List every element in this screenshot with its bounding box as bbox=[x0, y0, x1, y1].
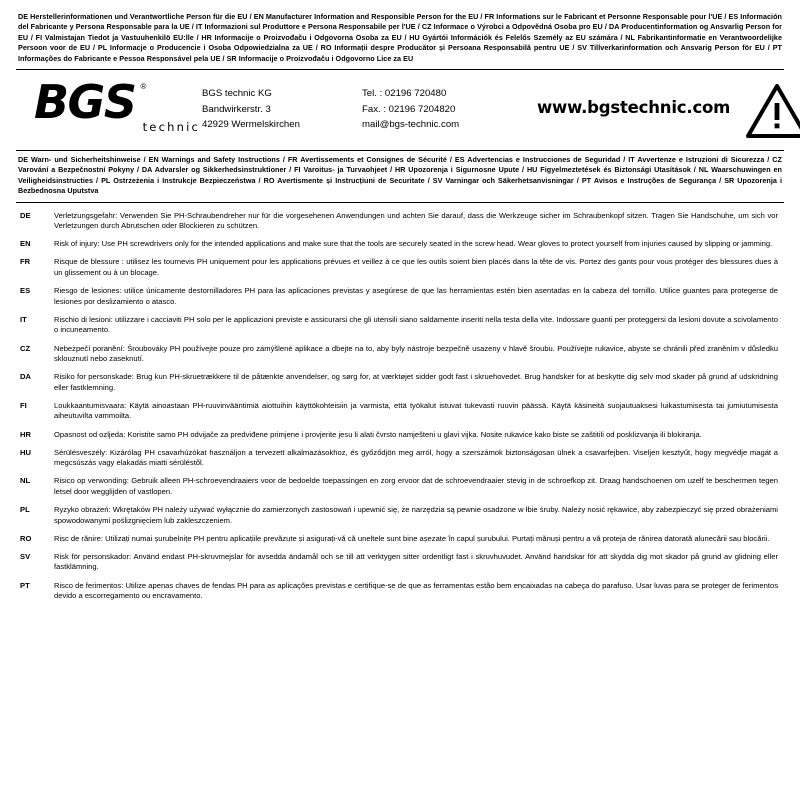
instruction-text: Riesgo de lesiones: utilice únicamente destornilladores PH para las aplicaciones previstas y asegúrese de que las herramientas estén bien asentadas en la cabeza del tornillo. Utilice guantes para protegerse de lesiones por deslizamiento o atasco. bbox=[54, 286, 778, 306]
website-block bbox=[537, 80, 730, 118]
instruction-text: Risico op verwonding: Gebruik alleen PH-schroevendraaiers voor de bedoelde toepassingen en zorg ervoor dat de schroevendraaier stevig in de schroefkop zit. Draag handschoenen om uzelf te beschermen tegen letsel door wegglijden of vastlopen. bbox=[54, 476, 778, 496]
contact-fax: Fax. : 02196 7204820 bbox=[362, 103, 456, 115]
language-code: HU bbox=[20, 447, 31, 457]
language-code: PL bbox=[20, 505, 30, 515]
language-code: EN bbox=[20, 239, 31, 249]
instruction-text: Verletzungsgefahr: Verwenden Sie PH-Schraubendreher nur für die vorgesehenen Anwendungen und achten Sie darauf, dass die Werkzeuge sicher im Schraubenkopf sitzen. Tragen Sie Handschuhe, um sich vor Verletzungen durch Abrutschen oder Blockieren zu schützen. bbox=[54, 210, 778, 231]
language-code: ES bbox=[20, 286, 31, 296]
manufacturer-info-languages: DE Herstellerinformationen und Verantwortliche Person für die EU / EN Manufacturer Information and Responsible Person for the EU / FR Informations sur le Fabricant et Personne Responsable pour l'UE / ES Información del Fabricante y Persona Responsable para la UE / IT Informazioni sul Produttore e Persona Responsabile per l'UE / CZ Informace o Výrobci a Odpovědná Osoba pro EU / DA Producentinformation og Ansvarlig Person for EU / FI Valmistajan Tiedot ja Vastuuhenkilö EU:lle / HR Informacije o Proizvođaču i Odgovorna Osoba za EU / HU Gyártói Információk és Felelős Személy az EU számára / NL Fabrikantinformatie en Verantwoordelijke Persoon voor de EU / PL Informacje o Producencie i Osoba Odpowiedzialna za UE / RO Informații despre Producător și Persoana Responsabilă pentru UE / SV Tillverkarinformation och Ansvarig Person för EU / PT Informações do Fabricante e Pessoa Responsável pela UE / SR Informacije o Proizvođaču i Odgovorno Lice za EU bbox=[18, 12, 782, 63]
instruction-text: Sérülésveszély: Kizárólag PH csavarhúzókat használjon a tervezett alkalmazásokhoz, és győződjön meg arról, hogy a szerszámok biztonságosan ülnek a csavarfejben. Viseljen kesztyűt, hogy megvédje magát a megcsúszás vagy elakadás miatti sérüléstől. bbox=[54, 447, 778, 468]
registered-trademark-icon: ® bbox=[140, 82, 147, 92]
instruction-text: Risk of injury: Use PH screwdrivers only for the intended applications and make sure that the tools are securely seated in the screw head. Wear gloves to protect yourself from injuries caused by slipping or jamming. bbox=[54, 239, 773, 249]
language-code: DE bbox=[20, 210, 31, 220]
warning-triangle-icon bbox=[746, 84, 800, 139]
language-code: NL bbox=[20, 476, 31, 486]
logo-block bbox=[20, 75, 202, 135]
logo bbox=[34, 75, 147, 130]
list-item bbox=[18, 239, 782, 250]
list-item bbox=[18, 430, 782, 441]
language-code: RO bbox=[20, 533, 32, 543]
logo-subtitle: technic bbox=[142, 120, 200, 135]
company-name: BGS technic KG bbox=[202, 88, 272, 100]
instruction-text: Nebezpečí poranění: Šroubováky PH používejte pouze pro zamýšlené aplikace a dbejte na to, aby byly nástroje bezpečně usazeny v hlavě šroubu. Používejte rukavice, abyste se chránili před zraněním v důsledku sklouznutí nebo zaseknutí. bbox=[54, 343, 778, 364]
language-code: FR bbox=[20, 257, 31, 267]
instruction-text: Ryzyko obrażeń: Wkrętaków PH należy używać wyłącznie do zamierzonych zastosowań i upewnić się, że narzędzia są pewnie osadzone w łbie śruby. Należy nosić rękawice, aby zabezpieczyć się przed obrażeniami spowodowanymi poślizgnięciem lub zakleszczeniem. bbox=[54, 505, 778, 525]
language-code: SV bbox=[20, 551, 31, 561]
list-item bbox=[18, 552, 782, 573]
language-code: HR bbox=[20, 429, 31, 439]
instruction-text: Risc de rănire: Utilizați numai șurubelnițe PH pentru aplicațiile prevăzute și asigurați-vă că uneltele sunt bine așezate în capul șurubului. Purtați mănuși pentru a vă proteja de rănirea datorată alunecării sau blocării. bbox=[54, 533, 770, 543]
language-code: DA bbox=[20, 372, 31, 382]
list-item bbox=[18, 315, 782, 336]
instruction-text: Rischio di lesioni: utilizzare i cacciaviti PH solo per le applicazioni previste e assicurarsi che gli utensili siano saldamente inseriti nella testa della vite. Indossare guanti per proteggersi da lesioni dovute a scivolamento o incuneamento. bbox=[54, 314, 778, 335]
list-item bbox=[18, 257, 782, 278]
contact-email[interactable]: mail@bgs-technic.com bbox=[362, 119, 460, 131]
list-item bbox=[18, 401, 782, 422]
list-item bbox=[18, 372, 782, 393]
instruction-text: Risiko for personskade: Brug kun PH-skruetrækkere til de påtænkte anvendelser, og sørg for, at værktøjet sidder godt fast i skruehovedet. Brug handsker for at beskytte dig selv mod skader på grund af udskridning eller fastklemning. bbox=[54, 372, 778, 392]
list-item bbox=[18, 534, 782, 545]
instruction-list bbox=[16, 203, 784, 602]
language-code: CZ bbox=[20, 343, 31, 353]
company-address bbox=[202, 80, 362, 133]
document-header bbox=[16, 70, 784, 150]
list-item bbox=[18, 286, 782, 307]
safety-instructions-heading: DE Warn- und Sicherheitshinweise / EN Warnings and Safety Instructions / FR Avertissements et Consignes de Sécurité / ES Advertencias e Instrucciones de Seguridad / IT Avvertenze e Istruzioni di Sicurezza / CZ Varování a Bezpečnostní Pokyny / DA Advarsler og Sikkerhedsinstruktioner / FI Varoitus- ja Turvaohjeet / HR Upozorenja i Sigurnosne Upute / HU Figyelmeztetések és Biztonsági Utasítások / NL Waarschuwingen en Veiligheidsinstructies / PL Ostrzeżenia i Instrukcje Bezpieczeństwa / RO Avertismente și Instrucțiuni de Securitate / SV Varningar och Säkerhetsanvisningar / PT Avisos e Instruções de Segurança / SR Upozorenja i Bezbednosna Uputstva bbox=[18, 155, 782, 196]
list-item bbox=[18, 505, 782, 526]
company-street: Bandwirkerstr. 3 bbox=[202, 103, 271, 115]
language-code: FI bbox=[20, 400, 27, 410]
company-city: 42929 Wermelskirchen bbox=[202, 119, 300, 131]
logo-wordmark: BGS bbox=[34, 75, 136, 130]
warning-sign-block bbox=[730, 80, 800, 139]
website-link[interactable]: www.bgstechnic.com bbox=[537, 98, 731, 118]
instruction-text: Loukkaantumisvaara: Käytä ainoastaan PH-ruuvinvääntimiä aiottuihin käyttökohteisiin ja varmista, että työkalut istuvat tukevasti ruuvin päässä. Käytä käsineitä suojautuaksesi luikastumisesta tai jumiutumisesta aiheutuvilta vammoilta. bbox=[54, 400, 778, 421]
list-item bbox=[18, 211, 782, 232]
instruction-text: Opasnost od ozljeda: Koristite samo PH odvijače za predviđene primjene i provjerite jesu li alati čvrsto namješteni u glavi vijka. Nosite rukavice kako biste se zaštitili od posklizvanja ili blokiranja. bbox=[54, 429, 702, 439]
list-item bbox=[18, 448, 782, 469]
language-code: IT bbox=[20, 314, 27, 324]
language-code: PT bbox=[20, 580, 30, 590]
list-item bbox=[18, 581, 782, 602]
contact-telephone: Tel. : 02196 720480 bbox=[362, 88, 447, 100]
company-contact bbox=[362, 80, 537, 133]
list-item bbox=[18, 344, 782, 365]
instruction-text: Risk för personskador: Använd endast PH-skruvmejslar för avsedda ändamål och se till att verktygen sitter ordentligt fast i skruvhuvudet. Använd handskar för att skydda dig mot skador på grund av glidning eller fastklämning. bbox=[54, 551, 778, 572]
list-item bbox=[18, 476, 782, 497]
instruction-text: Risque de blessure : utilisez les tournevis PH uniquement pour les applications prévues et veillez à ce que les outils soient bien placés dans la tête de vis. Portez des gants pour vous protéger des blessures dues à un glissement ou à un blocage. bbox=[54, 257, 778, 278]
instruction-text: Risco de ferimentos: Utilize apenas chaves de fendas PH para as aplicações previstas e certifique-se de que as ferramentas estão bem encaixadas na cabeça do parafuso. Usar luvas para se proteger de ferimentos devido a escorregamento ou encravamento. bbox=[54, 580, 778, 601]
